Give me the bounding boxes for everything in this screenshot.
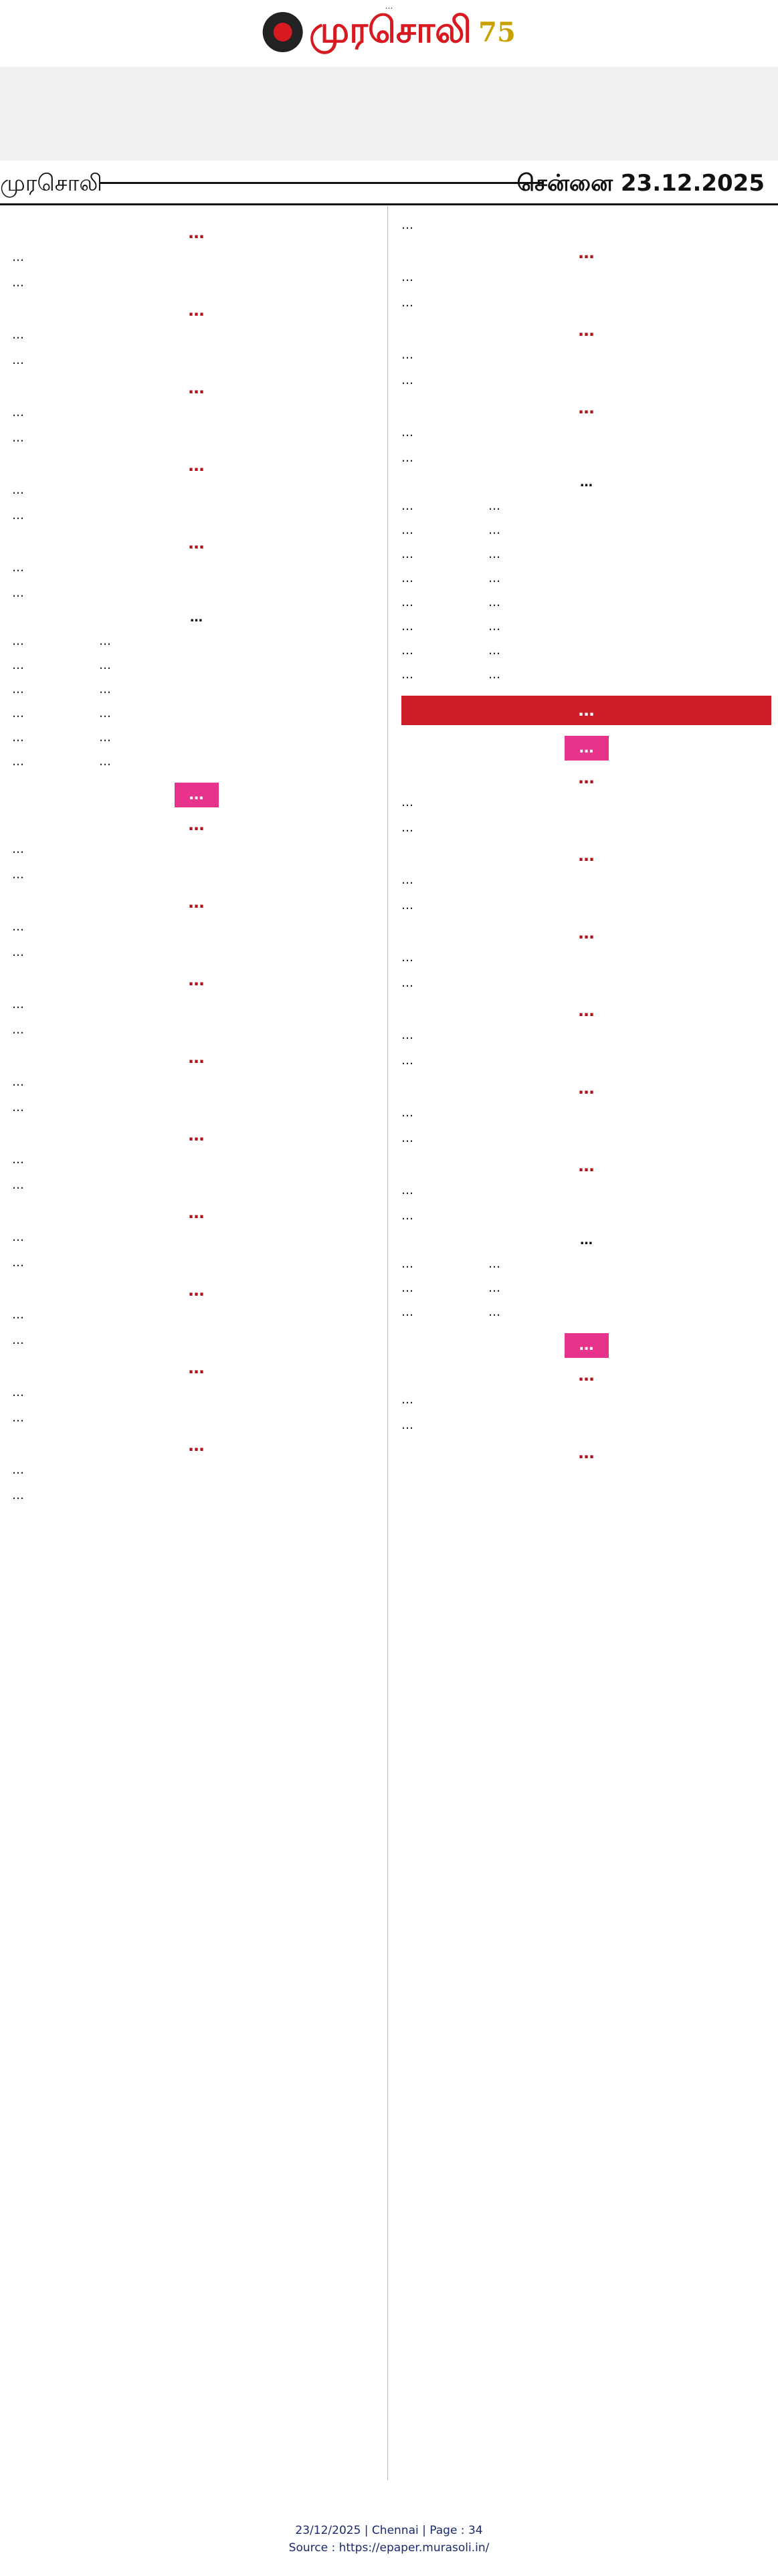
section bbox=[401, 1157, 771, 1322]
list-key: … bbox=[401, 595, 413, 609]
paragraph: … bbox=[12, 1023, 24, 1037]
subheading: … bbox=[190, 610, 203, 625]
section-heading: … bbox=[578, 846, 595, 865]
paragraph: … bbox=[12, 561, 24, 575]
list-key: … bbox=[12, 658, 24, 672]
paragraph: … bbox=[401, 1054, 413, 1068]
list-key: … bbox=[401, 547, 413, 561]
section bbox=[12, 1281, 381, 1351]
list-value: … bbox=[99, 730, 111, 745]
section bbox=[12, 971, 381, 1040]
paragraph: … bbox=[12, 586, 24, 600]
list-key: … bbox=[401, 643, 413, 658]
paragraph: … bbox=[12, 920, 24, 934]
paragraph: … bbox=[401, 976, 413, 990]
paragraph: … bbox=[12, 842, 24, 856]
paragraph: … bbox=[12, 1488, 24, 1502]
section-heading: … bbox=[578, 1366, 595, 1385]
page-footer bbox=[0, 2522, 778, 2569]
section-heading: … bbox=[578, 399, 595, 417]
section bbox=[401, 399, 771, 685]
list-key: … bbox=[401, 499, 413, 513]
list-value: … bbox=[488, 668, 500, 682]
paragraph: … bbox=[401, 1131, 413, 1145]
paragraph: … bbox=[401, 951, 413, 965]
list-value: … bbox=[99, 755, 111, 769]
paragraph: … bbox=[12, 1463, 24, 1477]
paragraph: … bbox=[12, 328, 24, 342]
paragraph: … bbox=[401, 270, 413, 284]
list-item bbox=[12, 631, 381, 652]
paragraph: … bbox=[12, 250, 24, 264]
dateline-rule bbox=[100, 182, 544, 184]
section bbox=[401, 1001, 771, 1071]
section-heading: … bbox=[188, 223, 205, 242]
section-heading: … bbox=[578, 243, 595, 262]
list-key: … bbox=[401, 571, 413, 585]
section bbox=[401, 846, 771, 916]
paragraph: … bbox=[401, 1393, 413, 1407]
paragraph: … bbox=[401, 1418, 413, 1432]
list-item bbox=[401, 496, 771, 516]
list-key: … bbox=[401, 1257, 413, 1271]
list-value: … bbox=[488, 499, 500, 513]
list-key: … bbox=[401, 1281, 413, 1295]
jubilee-badge: 75 bbox=[478, 16, 516, 48]
list-item bbox=[12, 680, 381, 700]
footer-source: Source : https://epaper.murasoli.in/ bbox=[288, 2541, 490, 2555]
list-key: … bbox=[12, 730, 24, 745]
paragraph: … bbox=[12, 1411, 24, 1425]
list-item bbox=[401, 520, 771, 540]
paragraph: … bbox=[401, 348, 413, 362]
list-key: … bbox=[401, 668, 413, 682]
section-heading: … bbox=[578, 1157, 595, 1175]
section-heading: … bbox=[188, 1126, 205, 1145]
section bbox=[12, 456, 381, 526]
paragraph: … bbox=[12, 1308, 24, 1322]
list-item bbox=[401, 1278, 771, 1298]
list-item bbox=[401, 1302, 771, 1322]
list-item bbox=[401, 544, 771, 565]
list-key: … bbox=[401, 523, 413, 537]
paragraph: … bbox=[12, 1256, 24, 1270]
paragraph: … bbox=[12, 1075, 24, 1089]
list-item bbox=[401, 569, 771, 589]
left-column bbox=[0, 206, 388, 2480]
footer-date-page: 23/12/2025 | Chennai | Page : 34 bbox=[295, 2524, 483, 2537]
list-item bbox=[401, 617, 771, 637]
masthead-logo bbox=[262, 8, 516, 56]
section-heading: … bbox=[188, 815, 205, 834]
list-value: … bbox=[488, 1305, 500, 1319]
section-heading: … bbox=[578, 1444, 595, 1462]
list-value: … bbox=[99, 682, 111, 696]
paragraph: … bbox=[401, 451, 413, 465]
section bbox=[401, 1366, 771, 1435]
section bbox=[12, 893, 381, 963]
paragraph: … bbox=[12, 1178, 24, 1192]
list-item bbox=[401, 665, 771, 685]
paragraph: … bbox=[12, 508, 24, 522]
list-value: … bbox=[488, 571, 500, 585]
paragraph: … bbox=[401, 873, 413, 887]
section-heading: … bbox=[578, 321, 595, 340]
masthead-tagline: … bbox=[385, 1, 393, 11]
paragraph: … bbox=[12, 1100, 24, 1114]
section-heading: … bbox=[578, 1079, 595, 1098]
list-item bbox=[12, 704, 381, 724]
paragraph: … bbox=[12, 483, 24, 497]
list-value: … bbox=[99, 706, 111, 720]
section-heading: … bbox=[188, 1436, 205, 1455]
section bbox=[12, 1048, 381, 1118]
list-item bbox=[401, 593, 771, 613]
section-heading: … bbox=[188, 1359, 205, 1377]
continued-paragraph: … bbox=[401, 218, 413, 232]
list-value: … bbox=[99, 634, 111, 648]
masthead-title: முரசொலி bbox=[309, 8, 472, 51]
subheading: … bbox=[580, 475, 593, 490]
masthead bbox=[0, 0, 778, 67]
union-banner: … bbox=[565, 1333, 609, 1358]
paragraph: … bbox=[401, 898, 413, 912]
section bbox=[12, 301, 381, 371]
paragraph: … bbox=[401, 296, 413, 310]
list-item bbox=[12, 656, 381, 676]
section-heading: … bbox=[578, 1001, 595, 1020]
section bbox=[12, 379, 381, 448]
section-heading: … bbox=[188, 301, 205, 320]
right-column bbox=[389, 206, 778, 2480]
section-heading: … bbox=[188, 1281, 205, 1300]
region-banner: … bbox=[401, 696, 771, 725]
list-key: … bbox=[12, 682, 24, 696]
list-value: … bbox=[488, 619, 500, 633]
list-item bbox=[401, 1254, 771, 1274]
section bbox=[12, 1359, 381, 1428]
section-heading: … bbox=[188, 971, 205, 989]
list-item bbox=[401, 641, 771, 661]
article-columns bbox=[0, 206, 778, 2480]
section bbox=[12, 534, 381, 772]
list-key: … bbox=[401, 619, 413, 633]
section bbox=[12, 1126, 381, 1195]
paragraph: … bbox=[12, 1230, 24, 1244]
section bbox=[401, 769, 771, 838]
list-value: … bbox=[488, 1257, 500, 1271]
union-banner: … bbox=[565, 736, 609, 761]
section-heading: … bbox=[188, 534, 205, 553]
section bbox=[401, 1079, 771, 1149]
list-item bbox=[12, 728, 381, 748]
subheading: … bbox=[580, 1233, 593, 1248]
paragraph: … bbox=[12, 1333, 24, 1347]
list-value: … bbox=[488, 643, 500, 658]
paragraph: … bbox=[401, 821, 413, 835]
list-key: … bbox=[401, 1305, 413, 1319]
paragraph: … bbox=[12, 1385, 24, 1399]
paragraph: … bbox=[401, 1028, 413, 1042]
list-value: … bbox=[488, 595, 500, 609]
section bbox=[12, 1203, 381, 1273]
list-key: … bbox=[12, 706, 24, 720]
section bbox=[401, 1444, 771, 1462]
section-heading: … bbox=[578, 769, 595, 787]
union-banner: … bbox=[175, 783, 219, 807]
section bbox=[12, 223, 381, 293]
dateline bbox=[0, 161, 778, 205]
paragraph: … bbox=[12, 276, 24, 290]
paragraph: … bbox=[12, 431, 24, 445]
section-heading: … bbox=[188, 1048, 205, 1067]
list-value: … bbox=[488, 547, 500, 561]
section-heading: … bbox=[578, 924, 595, 943]
paragraph: … bbox=[401, 1106, 413, 1120]
list-value: … bbox=[488, 523, 500, 537]
list-key: … bbox=[12, 755, 24, 769]
section-heading: … bbox=[188, 456, 205, 475]
section bbox=[401, 924, 771, 993]
paragraph: … bbox=[12, 1153, 24, 1167]
list-value: … bbox=[488, 1281, 500, 1295]
paragraph: … bbox=[12, 353, 24, 367]
section bbox=[12, 1436, 381, 1506]
list-item bbox=[12, 752, 381, 772]
header-band bbox=[0, 67, 778, 161]
section-heading: … bbox=[188, 1203, 205, 1222]
paragraph: … bbox=[401, 1183, 413, 1197]
paragraph: … bbox=[401, 373, 413, 387]
section bbox=[401, 321, 771, 391]
section bbox=[401, 243, 771, 313]
section bbox=[12, 815, 381, 885]
emblem-icon bbox=[262, 12, 302, 52]
list-value: … bbox=[99, 658, 111, 672]
paragraph: … bbox=[401, 1209, 413, 1223]
section-heading: … bbox=[188, 893, 205, 912]
paragraph: … bbox=[12, 868, 24, 882]
list-key: … bbox=[12, 634, 24, 648]
paragraph: … bbox=[12, 945, 24, 959]
paragraph: … bbox=[401, 795, 413, 809]
dateline-city-date: சென்னை 23.12.2025 bbox=[516, 170, 765, 197]
dateline-paper-name: முரசொலி bbox=[0, 170, 102, 197]
paragraph: … bbox=[12, 405, 24, 419]
paragraph: … bbox=[12, 997, 24, 1011]
section-heading: … bbox=[188, 379, 205, 397]
paragraph: … bbox=[401, 425, 413, 439]
